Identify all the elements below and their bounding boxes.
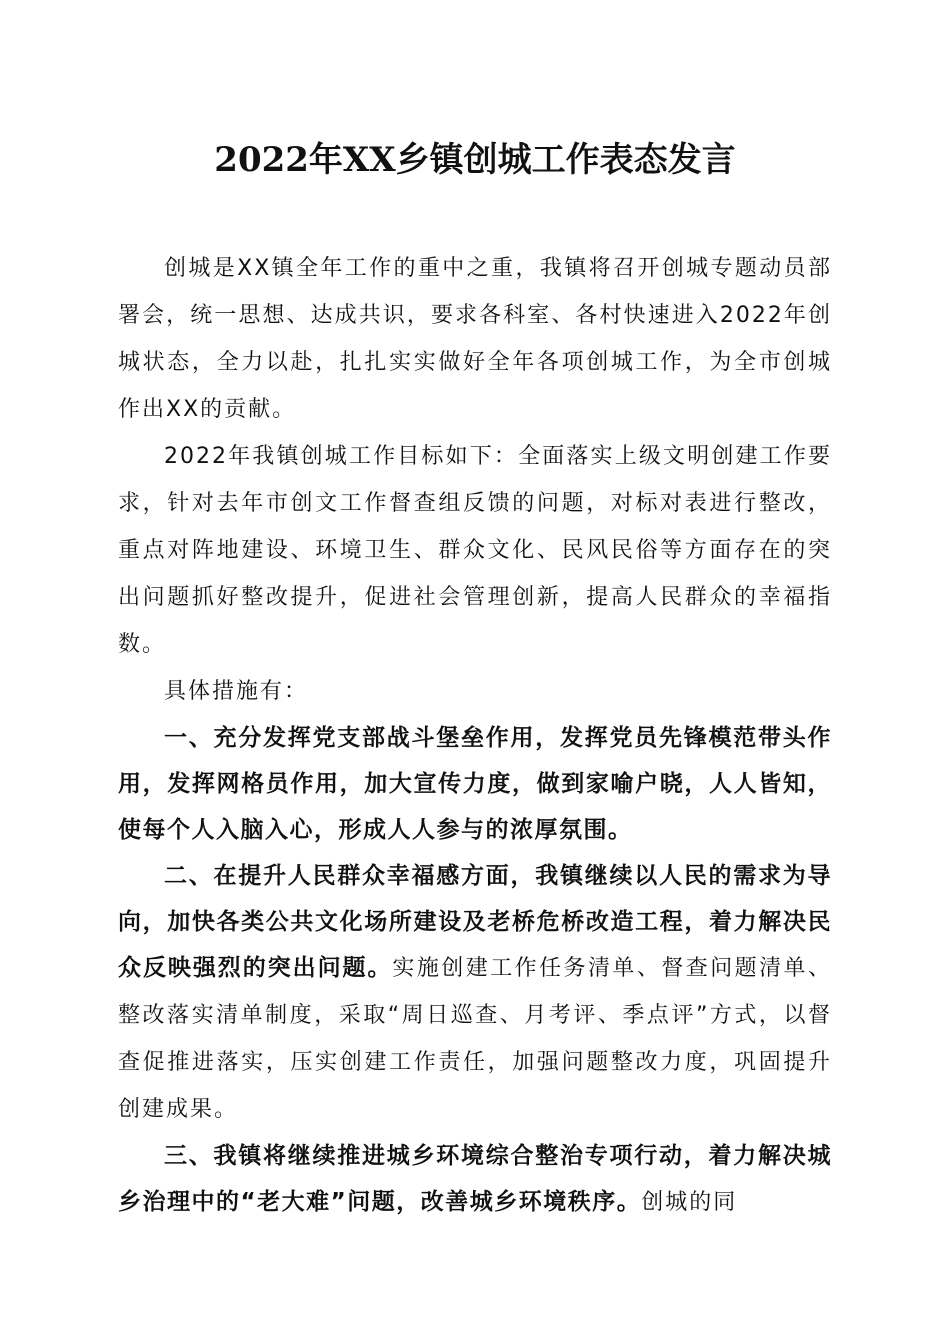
paragraph-text: 创城的同: [641, 1190, 738, 1215]
paragraph-measure-2: [118, 853, 832, 1133]
paragraph-intro: [118, 245, 832, 433]
document-title: 2022年XX乡镇创城工作表态发言: [214, 140, 736, 180]
paragraph-bold-text: 一、充分发挥党支部战斗堡垒作用，发挥党员先锋模范带头作用，发挥网格员作用，加大宣传力度，做到家喻户晓，人人皆知，使每个人入脑入心，形成人人参与的浓厚氛围。: [118, 725, 832, 843]
paragraph-text: 创城是XX镇全年工作的重中之重，我镇将召开创城专题动员部署会，统一思想、达成共识，要求各科室、各村快速进入2022年创城状态，全力以赴，扎扎实实做好全年各项创城工作，为全市创城作出XX的贡献。: [118, 256, 832, 422]
document-page: [118, 130, 832, 1226]
paragraph-measure-1: [118, 715, 832, 853]
paragraph-bold-text: 二、在提升人民群众幸福感方面，我镇继续以人民的需求为导向，加快各类公共文化场所建设及老桥危桥改造工程，着力解决民众反映强烈的突出问题。: [118, 863, 832, 981]
paragraph-text: 具体措施有：: [164, 679, 309, 704]
paragraph-bold-text: 三、我镇将继续推进城乡环境综合整治专项行动，着力解决城乡治理中的“老大难”问题，改善城乡环境秩序。: [118, 1143, 832, 1215]
paragraph-goals: [118, 433, 832, 668]
paragraph-measures-heading: [118, 668, 832, 715]
paragraph-measure-3: [118, 1133, 832, 1226]
paragraph-text: 2022年我镇创城工作目标如下：全面落实上级文明创建工作要求，针对去年市创文工作督查组反馈的问题，对标对表进行整改，重点对阵地建设、环境卫生、群众文化、民风民俗等方面存在的突出问题抓好整改提升，促进社会管理创新，提高人民群众的幸福指数。: [118, 444, 832, 657]
paragraph-text: 实施创建工作任务清单、督查问题清单、整改落实清单制度，采取“周日巡查、月考评、季点评”方式，以督查促推进落实，压实创建工作责任，加强问题整改力度，巩固提升创建成果。: [118, 956, 832, 1122]
